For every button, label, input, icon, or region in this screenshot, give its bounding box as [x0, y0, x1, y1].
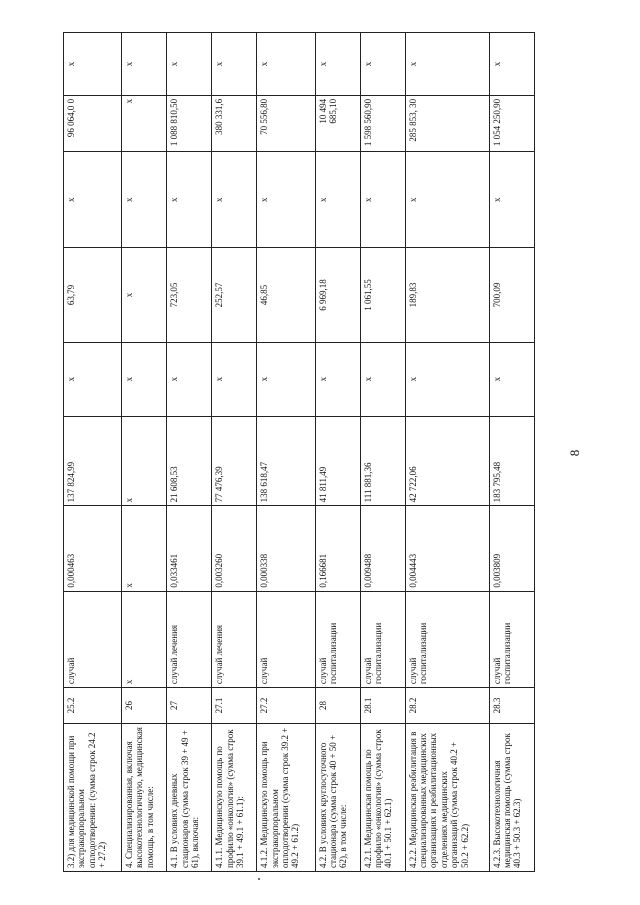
row-col6: 46,85 — [257, 248, 315, 342]
scan-artifact — [258, 878, 260, 880]
row-cost: 41 811,49 — [315, 416, 360, 506]
row-col8: 70 556,80 — [257, 95, 315, 151]
table-row — [315, 33, 360, 872]
row-name: 4.2.1. Медицинская помощь по профилю «онкология» (сумма строк 40.1 + 50.1 + 62.1) — [360, 723, 405, 871]
row-name: 4.1. В условиях дневных стационаров (сумма строк 39 + 49 + 61), включая: — [167, 723, 212, 871]
row-unit: х — [122, 591, 167, 687]
rotated-table-container — [63, 32, 535, 872]
row-col5: х — [122, 342, 167, 416]
row-col7: х — [489, 151, 534, 247]
row-col6: 700,09 — [489, 248, 534, 342]
row-col9: х — [360, 33, 405, 96]
row-col7: х — [405, 151, 489, 247]
row-col6: х — [122, 248, 167, 342]
row-volume: 0,033461 — [167, 506, 212, 591]
row-name: 4.1.1. Медицинскую помощь по профилю «онкология» (сумма строк 39.1 + 49.1 + 61.1): — [212, 723, 257, 871]
row-col6: 6 969,18 — [315, 248, 360, 342]
row-code: 27.1 — [212, 688, 257, 724]
table-row — [167, 33, 212, 872]
row-col8: 380 331,6 — [212, 95, 257, 151]
row-code: 27 — [167, 688, 212, 724]
table-row — [257, 33, 315, 872]
row-code: 27.2 — [257, 688, 315, 724]
row-volume: 0,166681 — [315, 506, 360, 591]
row-cost: 77 476,39 — [212, 416, 257, 506]
row-col9: х — [122, 33, 167, 96]
row-col5: х — [257, 342, 315, 416]
row-code: 28.2 — [405, 688, 489, 724]
table-row — [489, 33, 534, 872]
row-col5: х — [489, 342, 534, 416]
row-code: 28.1 — [360, 688, 405, 724]
row-col8: 1 054 250,90 — [489, 95, 534, 151]
row-code: 26 — [122, 688, 167, 724]
row-cost: х — [122, 416, 167, 506]
row-col5: х — [212, 342, 257, 416]
row-cost: 111 881,36 — [360, 416, 405, 506]
row-col5: х — [167, 342, 212, 416]
row-col7: х — [64, 151, 122, 247]
row-col8: 96 064,0 0 — [64, 95, 122, 151]
row-col7: х — [122, 151, 167, 247]
row-unit: случай госпитализации — [315, 591, 360, 687]
row-col7: х — [212, 151, 257, 247]
row-col5: х — [360, 342, 405, 416]
row-col7: х — [257, 151, 315, 247]
row-col9: х — [212, 33, 257, 96]
row-name: 4.2.2. Медицинская реабилитация в специализированных медицинских организациях и реабилитационных отделениях медицинских организаций (сумма строк 40.2 + 50.2 + 62.2) — [405, 723, 489, 871]
row-name: 3.2) для медицинской помощи при экстракорпоральном оплодотворении: (сумма строк 24.2 + 27.2) — [64, 723, 122, 871]
row-col6: 1 061,55 — [360, 248, 405, 342]
row-code: 28.3 — [489, 688, 534, 724]
row-col9: х — [489, 33, 534, 96]
row-col9: х — [315, 33, 360, 96]
row-code: 25.2 — [64, 688, 122, 724]
row-volume: х — [122, 506, 167, 591]
table-row — [360, 33, 405, 872]
row-col8: 10 494 685,10 — [315, 95, 360, 151]
table-row — [212, 33, 257, 872]
row-col9: х — [167, 33, 212, 96]
row-cost: 183 795,48 — [489, 416, 534, 506]
row-volume: 0,004443 — [405, 506, 489, 591]
row-unit: случай лечения — [212, 591, 257, 687]
row-code: 28 — [315, 688, 360, 724]
row-col9: х — [257, 33, 315, 96]
row-name: 4.2.3. Высокотехнологичная медицинская помощь (сумма строк 40.3 + 50.3 + 62.3) — [489, 723, 534, 871]
row-col8: 285 853, 30 — [405, 95, 489, 151]
table-row — [64, 33, 122, 872]
table-body — [64, 33, 535, 872]
row-cost: 138 618,47 — [257, 416, 315, 506]
page-number: 8 — [567, 449, 582, 457]
row-name: 4.1.2. Медицинскую помощь при экстракорпоральном оплодотворении (сумма строк 39.2 + 49.2 + 61.2) — [257, 723, 315, 871]
row-cost: 137 824,99 — [64, 416, 122, 506]
row-col7: х — [315, 151, 360, 247]
row-col6: 63,79 — [64, 248, 122, 342]
row-unit: случай — [257, 591, 315, 687]
row-volume: 0,003260 — [212, 506, 257, 591]
row-volume: 0,000338 — [257, 506, 315, 591]
table-row — [405, 33, 489, 872]
row-col8: х — [122, 95, 167, 151]
row-unit: случай лечения — [167, 591, 212, 687]
row-col8: 1 598 560,90 — [360, 95, 405, 151]
table-row — [122, 33, 167, 872]
row-unit: случай — [64, 591, 122, 687]
row-unit: случай госпитализации — [360, 591, 405, 687]
row-volume: 0,009488 — [360, 506, 405, 591]
row-col7: х — [360, 151, 405, 247]
row-col5: х — [64, 342, 122, 416]
row-volume: 0,000463 — [64, 506, 122, 591]
row-col9: х — [64, 33, 122, 96]
row-col5: х — [405, 342, 489, 416]
row-unit: случай госпитализации — [489, 591, 534, 687]
row-col8: 1 088 810,50 — [167, 95, 212, 151]
row-volume: 0,003809 — [489, 506, 534, 591]
row-col7: х — [167, 151, 212, 247]
row-name: 4. Специализированная, включая высокотехнологичную, медицинская помощь, в том числе: — [122, 723, 167, 871]
row-unit: случай госпитализации — [405, 591, 489, 687]
financial-table — [63, 32, 535, 872]
row-col6: 723,05 — [167, 248, 212, 342]
row-name: 4.2. В условиях круглосуточного стационара (сумма строк 40 + 50 + 62), в том числе: — [315, 723, 360, 871]
row-col6: 252,57 — [212, 248, 257, 342]
row-col6: 189,83 — [405, 248, 489, 342]
row-col5: х — [315, 342, 360, 416]
row-cost: 42 722,06 — [405, 416, 489, 506]
row-cost: 21 608,53 — [167, 416, 212, 506]
row-col9: х — [405, 33, 489, 96]
